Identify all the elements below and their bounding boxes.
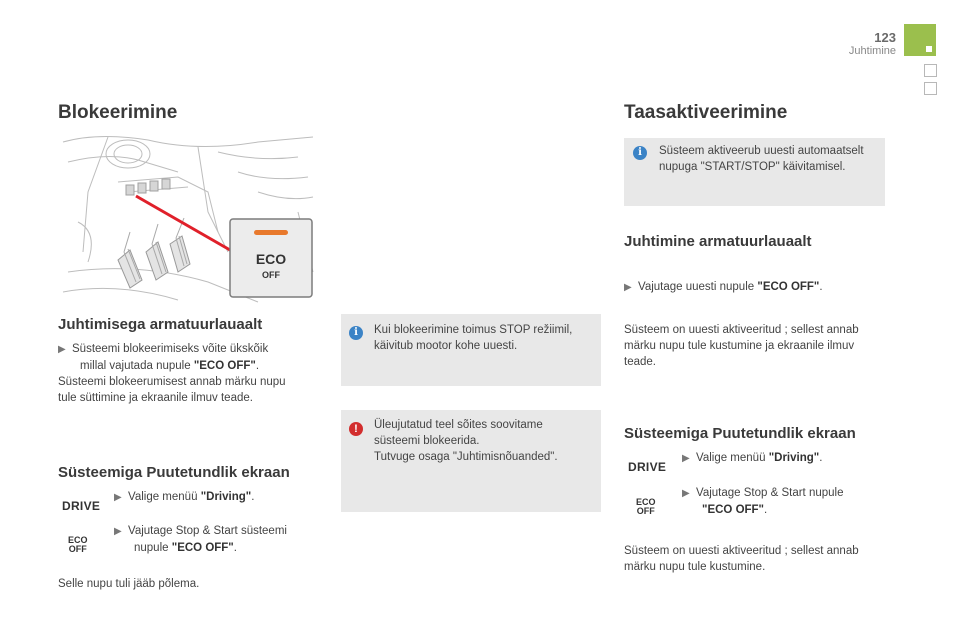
touch-block-step-2: ▶ Vajutage Stop & Start süsteemi nupule "ECO OFF". <box>114 525 287 554</box>
heading-touchscreen-reactivate: Süsteemiga Puutetundlik ekraan <box>624 425 856 442</box>
info-icon: i <box>633 146 647 160</box>
section-title-taasaktiveerimine: Taasaktiveerimine <box>624 102 788 123</box>
bullet-arrow-icon: ▶ <box>624 282 632 293</box>
touch-reactivate-step-2: ▶ Vajutage Stop & Start nupule "ECO OFF". <box>682 487 844 516</box>
chapter-tab-marker <box>926 46 932 52</box>
info-box-reactivation: i Süsteem aktiveerub uuesti automaatselt nupuga "START/STOP" käivitamisel. <box>624 138 885 206</box>
eco-off-icon: ECO OFF <box>68 535 88 554</box>
drive-icon: DRIVE <box>62 499 101 513</box>
dashboard-reactivate-step: ▶ Vajutage uuesti nupule "ECO OFF". <box>624 279 823 296</box>
chapter-tab-empty[interactable] <box>924 82 937 95</box>
heading-dashboard-block: Juhtimisega armatuurlauaalt <box>58 316 263 333</box>
touch-reactivate-text: Süsteem on uuesti aktiveeritud ; sellest annab märku nupu tule kustumine. <box>624 545 859 573</box>
section-title-blokeerimine: Blokeerimine <box>58 102 178 123</box>
heading-touchscreen-block: Süsteemiga Puutetundlik ekraan <box>58 464 290 481</box>
touch-block-step-1: ▶ Valige menüü "Driving". <box>114 489 314 506</box>
heading-dashboard-reactivate: Juhtimine armatuurlauaalt <box>624 233 812 250</box>
bullet-arrow-icon: ▶ <box>58 344 66 355</box>
warning-icon: ! <box>349 422 363 436</box>
drive-icon: DRIVE <box>628 460 667 474</box>
dashboard-block-text: ▶ Süsteemi blokeerimiseks võite ükskõik millal vajutada nupule "ECO OFF". Süsteemi blokeerumisest annab märku nupu tule süttimine ja ekraanile ilmuv teade. <box>58 343 286 404</box>
bullet-arrow-icon: ▶ <box>114 526 122 537</box>
warning-box-flooded-road: ! Üleujutatud teel sõites soovitame süsteemi blokeerida. Tutvuge osaga "Juhtimisnõuanded". <box>341 410 601 512</box>
touch-block-footer: Selle nupu tuli jääb põlema. <box>58 578 200 590</box>
illustration-button-off: OFF <box>262 270 280 280</box>
bullet-arrow-icon: ▶ <box>682 488 690 499</box>
dashboard-illustration <box>58 132 318 304</box>
chapter-tab[interactable] <box>904 24 936 56</box>
eco-off-button-label: "ECO OFF" <box>193 360 256 372</box>
dashboard-reactivate-text: Süsteem on uuesti aktiveeritud ; sellest annab märku nupu tule kustumine ja ekraanile ilmuv teade. <box>624 324 859 368</box>
info-icon: i <box>349 326 363 340</box>
info-box-stop-mode: i Kui blokeerimine toimus STOP režiimil, käivitub mootor kohe uuesti. <box>341 314 601 386</box>
section-label: Juhtimine <box>848 45 896 57</box>
chapter-tab-empty[interactable] <box>924 64 937 77</box>
page-number: 123 <box>874 30 896 45</box>
illustration-button-eco: ECO <box>255 251 287 267</box>
bullet-arrow-icon: ▶ <box>682 453 690 464</box>
eco-off-icon: ECO OFF <box>636 497 656 516</box>
touch-reactivate-step-1: ▶ Valige menüü "Driving". <box>682 450 882 467</box>
bullet-arrow-icon: ▶ <box>114 492 122 503</box>
